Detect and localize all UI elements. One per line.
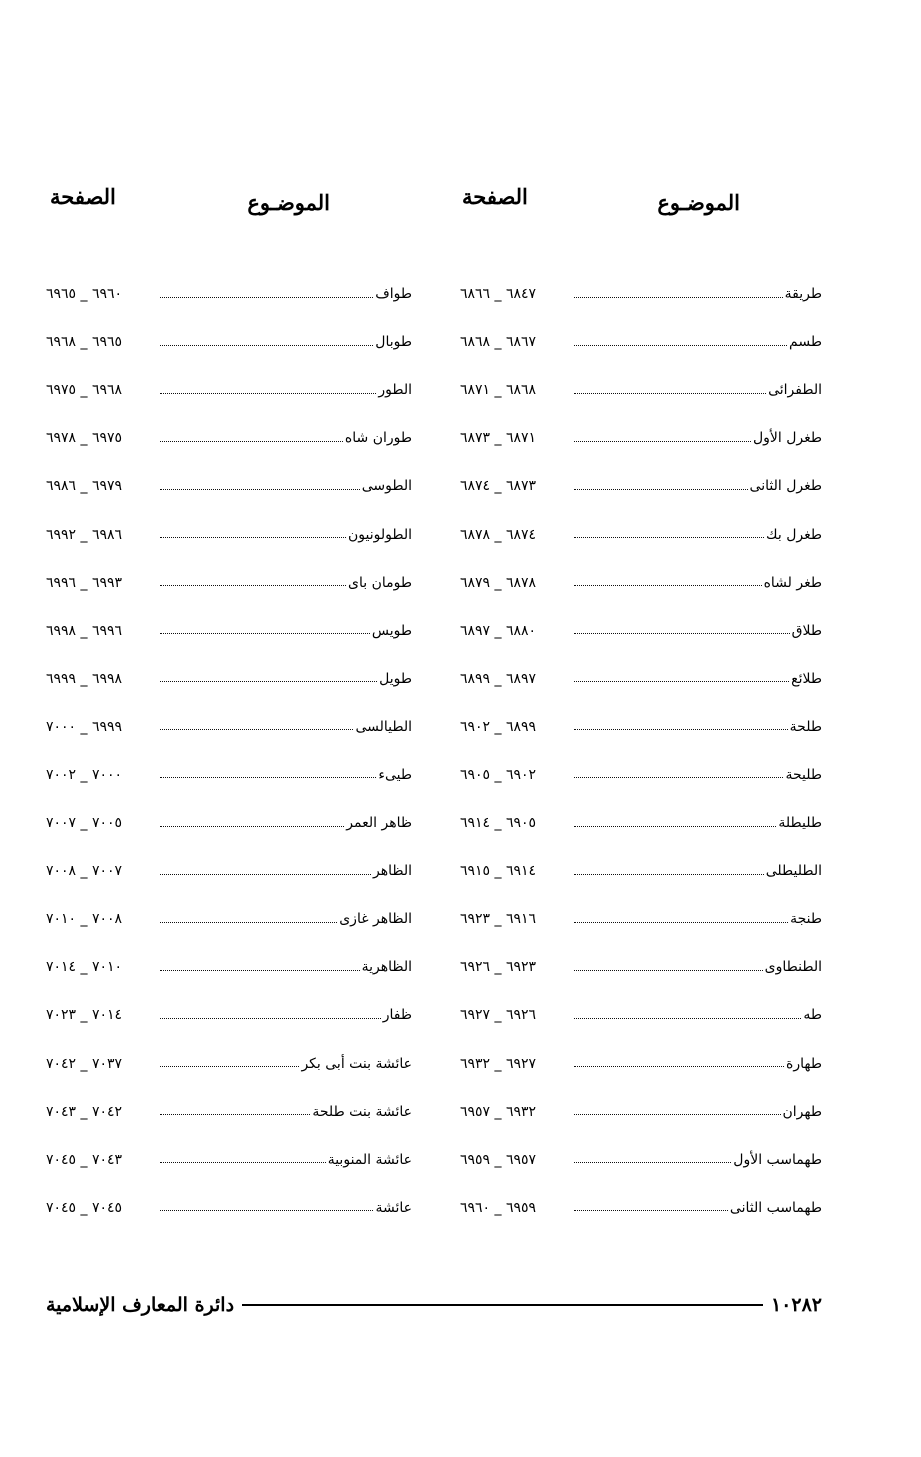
- index-entry: [460, 799, 822, 847]
- entry-page-range: ٦٩٢٦ _ ٦٩٢٧: [460, 1007, 537, 1024]
- dot-leader: [160, 816, 344, 827]
- dot-leader: [160, 912, 337, 923]
- entry-topic: الطوسى: [361, 478, 412, 495]
- entry-topic: عائشة المنوبية: [327, 1151, 412, 1168]
- dot-leader: [574, 1056, 784, 1067]
- index-entry: [46, 366, 412, 414]
- entry-topic: طغر لشاه: [763, 574, 822, 591]
- entry-page-range: ٧٠١٤ _ ٧٠٢٣: [46, 1007, 123, 1024]
- dot-leader: [160, 864, 371, 875]
- entry-page-range: ٧٠٠٧ _ ٧٠٠٨: [46, 863, 123, 880]
- entry-topic: الظاهر: [372, 863, 412, 880]
- entry-page-range: ٦٨٧٨ _ ٦٨٧٩: [460, 574, 537, 591]
- index-entry: [460, 559, 822, 607]
- index-entry: [46, 655, 412, 703]
- entry-topic: طهران: [782, 1103, 822, 1120]
- entry-topic: طلاق: [791, 622, 822, 639]
- entry-page-range: ٦٩٥٩ _ ٦٩٦٠: [460, 1199, 537, 1216]
- entry-page-range: ٦٩٥٧ _ ٦٩٥٩: [460, 1151, 537, 1168]
- entry-list: [46, 270, 412, 1232]
- entry-page-range: ٦٨٧٤ _ ٦٨٧٨: [460, 526, 537, 543]
- entry-topic: الطولونيون: [347, 526, 412, 543]
- entry-page-range: ٦٩٢٣ _ ٦٩٢٦: [460, 959, 537, 976]
- dot-leader: [160, 527, 346, 538]
- entry-page-range: ٦٩٦٥ _ ٦٩٦٨: [46, 334, 123, 351]
- dot-leader: [574, 671, 789, 682]
- index-entry: [460, 462, 822, 510]
- page-footer: [46, 1290, 822, 1320]
- dot-leader: [160, 1200, 373, 1211]
- index-entry: [460, 847, 822, 895]
- entry-topic: طغرل بك: [766, 526, 822, 543]
- entry-topic: طويس: [371, 622, 412, 639]
- entry-topic: الطليطلى: [765, 863, 822, 880]
- entry-topic: طواف: [375, 286, 412, 303]
- entry-topic: طوران شاه: [344, 430, 412, 447]
- entry-page-range: ٦٩٧٥ _ ٦٩٧٨: [46, 430, 123, 447]
- index-entry: [46, 703, 412, 751]
- index-entry: [460, 607, 822, 655]
- entry-page-range: ٦٨٩٧ _ ٦٨٩٩: [460, 670, 537, 687]
- dot-leader: [160, 431, 343, 442]
- dot-leader: [574, 527, 764, 538]
- entry-topic: ظاهر العمر: [346, 815, 412, 832]
- entry-topic: الظاهرية: [361, 959, 412, 976]
- index-entry: [46, 943, 412, 991]
- entry-topic: طهماسب الثانى: [729, 1199, 822, 1216]
- entry-page-range: ٦٩١٤ _ ٦٩١٥: [460, 863, 537, 880]
- entry-topic: طلائع: [791, 670, 822, 687]
- dot-leader: [574, 383, 766, 394]
- index-entry: [460, 414, 822, 462]
- dot-leader: [574, 431, 751, 442]
- entry-topic: الطنطاوى: [764, 959, 822, 976]
- dot-leader: [574, 767, 783, 778]
- index-entry: [46, 607, 412, 655]
- entry-page-range: ٦٨٧٣ _ ٦٨٧٤: [460, 478, 537, 495]
- index-entry: [46, 751, 412, 799]
- entry-page-range: ٧٠٣٧ _ ٧٠٤٢: [46, 1055, 123, 1072]
- index-entry: [460, 655, 822, 703]
- dot-leader: [574, 719, 788, 730]
- index-entry: [46, 991, 412, 1039]
- dot-leader: [574, 623, 790, 634]
- entry-topic: طلحة: [789, 718, 822, 735]
- entry-list: [460, 270, 822, 1232]
- entry-page-range: ٦٩٧٩ _ ٦٩٨٦: [46, 478, 123, 495]
- entry-topic: الطيالسى: [355, 718, 412, 735]
- book-title: دائرة المعارف الإسلامية: [46, 1294, 235, 1316]
- dot-leader: [160, 623, 370, 634]
- footer-rule: [242, 1304, 763, 1306]
- dot-leader: [160, 383, 376, 394]
- entry-topic: طيىء: [378, 766, 412, 783]
- index-entry: [46, 462, 412, 510]
- dot-leader: [160, 575, 346, 586]
- entry-page-range: ٦٩٦٨ _ ٦٩٧٥: [46, 382, 123, 399]
- index-entry: [46, 1088, 412, 1136]
- entry-topic: طنجة: [790, 911, 822, 928]
- entry-page-range: ٦٨٨٠ _ ٦٨٩٧: [460, 622, 537, 639]
- entry-page-range: ٧٠٠٨ _ ٧٠١٠: [46, 911, 123, 928]
- index-entry: [460, 366, 822, 414]
- entry-topic: الطور: [378, 382, 412, 399]
- dot-leader: [160, 479, 360, 490]
- index-entry: [460, 270, 822, 318]
- index-entry: [460, 895, 822, 943]
- dot-leader: [160, 719, 353, 730]
- dot-leader: [160, 960, 360, 971]
- index-entry: [460, 510, 822, 558]
- entry-topic: ظفار: [382, 1007, 412, 1024]
- dot-leader: [160, 767, 376, 778]
- index-entry: [46, 895, 412, 943]
- entry-page-range: ٦٩٠٥ _ ٦٩١٤: [460, 815, 537, 832]
- dot-leader: [160, 335, 373, 346]
- dot-leader: [574, 1152, 731, 1163]
- dot-leader: [160, 287, 373, 298]
- entry-topic: طغرل الثانى: [749, 478, 822, 495]
- topic-header: الموضـوع: [657, 190, 740, 215]
- index-entry: [46, 1040, 412, 1088]
- index-entry: [46, 799, 412, 847]
- entry-page-range: ٧٠٤٥ _ ٧٠٤٥: [46, 1199, 123, 1216]
- entry-topic: طليحة: [785, 766, 822, 783]
- dot-leader: [160, 1152, 326, 1163]
- entry-topic: عائشة بنت أبى بكر: [301, 1055, 412, 1072]
- dot-leader: [574, 960, 763, 971]
- page-number: ١٠٢٨٢: [770, 1294, 822, 1316]
- index-entry: [46, 414, 412, 462]
- entry-topic: طومان باى: [348, 574, 412, 591]
- entry-page-range: ٦٨٧١ _ ٦٨٧٣: [460, 430, 537, 447]
- entry-page-range: ٦٩٩٦ _ ٦٩٩٨: [46, 622, 123, 639]
- dot-leader: [160, 1104, 310, 1115]
- dot-leader: [574, 287, 783, 298]
- entry-page-range: ٦٩٩٩ _ ٧٠٠٠: [46, 718, 123, 735]
- dot-leader: [574, 1200, 728, 1211]
- index-entry: [460, 991, 822, 1039]
- entry-topic: طهماسب الأول: [733, 1151, 822, 1168]
- entry-page-range: ٦٨٤٧ _ ٦٨٦٦: [460, 286, 537, 303]
- index-entry: [460, 703, 822, 751]
- entry-topic: طسم: [789, 334, 822, 351]
- dot-leader: [160, 671, 377, 682]
- index-entry: [460, 1088, 822, 1136]
- entry-topic: طوبال: [375, 334, 412, 351]
- column-header: [46, 180, 412, 240]
- entry-topic: طليطلة: [778, 815, 822, 832]
- dot-leader: [574, 816, 776, 827]
- index-entry: [46, 510, 412, 558]
- index-entry: [460, 1136, 822, 1184]
- column-header: [460, 180, 822, 240]
- index-entry: [46, 318, 412, 366]
- entry-page-range: ٧٠٠٥ _ ٧٠٠٧: [46, 815, 123, 832]
- dot-leader: [574, 1104, 781, 1115]
- dot-leader: [574, 1008, 801, 1019]
- page-header: الصفحة: [50, 184, 116, 209]
- index-entry: [460, 751, 822, 799]
- index-entry: [46, 1136, 412, 1184]
- entry-topic: طغرل الأول: [752, 430, 822, 447]
- index-entry: [46, 559, 412, 607]
- dot-leader: [574, 335, 787, 346]
- entry-page-range: ٦٩٣٢ _ ٦٩٥٧: [460, 1103, 537, 1120]
- index-entry: [460, 943, 822, 991]
- page-header: الصفحة: [462, 184, 528, 209]
- entry-page-range: ٦٩٠٢ _ ٦٩٠٥: [460, 766, 537, 783]
- dot-leader: [574, 575, 762, 586]
- entry-page-range: ٧٠٠٠ _ ٧٠٠٢: [46, 766, 123, 783]
- entry-page-range: ٦٩١٦ _ ٦٩٢٣: [460, 911, 537, 928]
- topic-header: الموضـوع: [247, 190, 330, 215]
- entry-topic: الطفرائى: [768, 382, 822, 399]
- index-column-right: [460, 180, 822, 1216]
- dot-leader: [160, 1056, 299, 1067]
- index-entry: [46, 847, 412, 895]
- entry-page-range: ٧٠٤٢ _ ٧٠٤٣: [46, 1103, 123, 1120]
- index-entry: [460, 1040, 822, 1088]
- dot-leader: [160, 1008, 381, 1019]
- entry-page-range: ٦٩٩٨ _ ٦٩٩٩: [46, 670, 123, 687]
- entry-page-range: ٦٩٩٣ _ ٦٩٩٦: [46, 574, 123, 591]
- index-entry: [46, 270, 412, 318]
- entry-page-range: ٧٠٤٣ _ ٧٠٤٥: [46, 1151, 123, 1168]
- entry-page-range: ٧٠١٠ _ ٧٠١٤: [46, 959, 123, 976]
- index-entry: [460, 1184, 822, 1232]
- index-entry: [460, 318, 822, 366]
- entry-topic: طهارة: [786, 1055, 822, 1072]
- index-entry: [46, 1184, 412, 1232]
- entry-page-range: ٦٩٦٠ _ ٦٩٦٥: [46, 286, 123, 303]
- entry-page-range: ٦٨٦٨ _ ٦٨٧١: [460, 382, 537, 399]
- entry-topic: طه: [803, 1007, 822, 1024]
- dot-leader: [574, 912, 788, 923]
- entry-page-range: ٦٩٨٦ _ ٦٩٩٢: [46, 526, 123, 543]
- entry-topic: طويل: [379, 670, 412, 687]
- entry-page-range: ٦٨٦٧ _ ٦٨٦٨: [460, 334, 537, 351]
- entry-page-range: ٦٨٩٩ _ ٦٩٠٢: [460, 718, 537, 735]
- entry-topic: عائشة بنت طلحة: [312, 1103, 412, 1120]
- dot-leader: [574, 479, 748, 490]
- index-column-left: [46, 180, 412, 1216]
- entry-topic: طريقة: [784, 286, 822, 303]
- entry-topic: عائشة: [375, 1199, 412, 1216]
- entry-topic: الظاهر غازى: [339, 911, 412, 928]
- entry-page-range: ٦٩٢٧ _ ٦٩٣٢: [460, 1055, 537, 1072]
- dot-leader: [574, 864, 764, 875]
